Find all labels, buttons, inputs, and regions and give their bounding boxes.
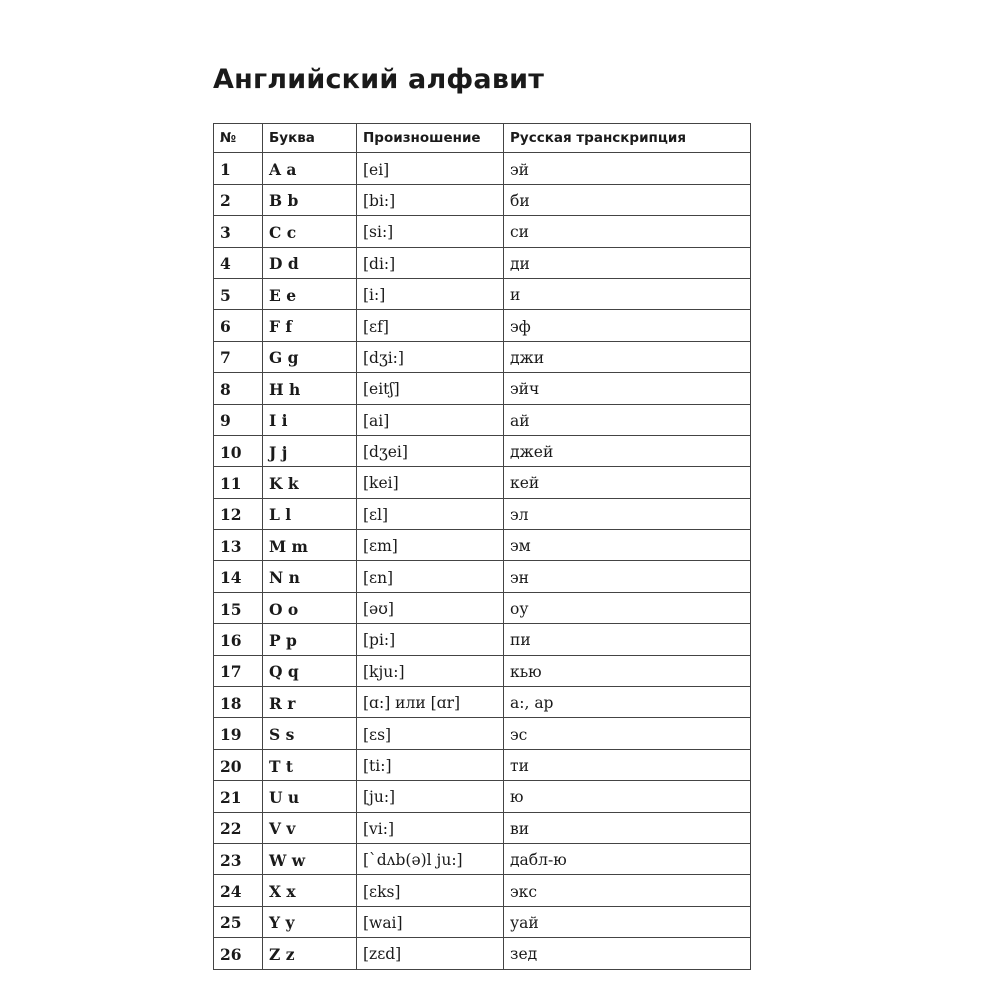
row-russian-transcription: би — [504, 184, 751, 215]
row-pronunciation: [ju:] — [357, 781, 504, 812]
row-russian-transcription: ю — [504, 781, 751, 812]
row-letter: G g — [263, 341, 357, 372]
table-row — [214, 718, 751, 749]
row-pronunciation: [əʊ] — [357, 592, 504, 623]
row-russian-transcription: кью — [504, 655, 751, 686]
table-row — [214, 373, 751, 404]
row-number: 26 — [214, 938, 263, 969]
row-number: 12 — [214, 498, 263, 529]
row-pronunciation: [ei] — [357, 153, 504, 184]
row-russian-transcription: эн — [504, 561, 751, 592]
row-pronunciation: [wai] — [357, 906, 504, 937]
row-letter: B b — [263, 184, 357, 215]
row-russian-transcription: эс — [504, 718, 751, 749]
header-pronunciation: Произношение — [357, 124, 504, 153]
row-number: 19 — [214, 718, 263, 749]
row-letter: V v — [263, 812, 357, 843]
table-row — [214, 655, 751, 686]
row-letter: I i — [263, 404, 357, 435]
table-row — [214, 498, 751, 529]
table-row — [214, 310, 751, 341]
row-number: 10 — [214, 435, 263, 466]
row-number: 14 — [214, 561, 263, 592]
row-pronunciation: [dʒi:] — [357, 341, 504, 372]
row-pronunciation: [zɛd] — [357, 938, 504, 969]
row-number: 20 — [214, 749, 263, 780]
alphabet-table — [213, 123, 751, 970]
row-russian-transcription: эй — [504, 153, 751, 184]
row-pronunciation: [vi:] — [357, 812, 504, 843]
row-letter: Z z — [263, 938, 357, 969]
row-letter: X x — [263, 875, 357, 906]
row-letter: H h — [263, 373, 357, 404]
row-letter: K k — [263, 467, 357, 498]
table-row — [214, 875, 751, 906]
table-row — [214, 404, 751, 435]
table-row — [214, 247, 751, 278]
row-number: 13 — [214, 530, 263, 561]
page-title: Английский алфавит — [213, 64, 545, 95]
table-row — [214, 624, 751, 655]
row-letter: Q q — [263, 655, 357, 686]
row-pronunciation: [`dʌb(ə)l ju:] — [357, 843, 504, 874]
row-number: 6 — [214, 310, 263, 341]
row-russian-transcription: ви — [504, 812, 751, 843]
table-header-row — [214, 124, 751, 153]
row-pronunciation: [kju:] — [357, 655, 504, 686]
row-letter: J j — [263, 435, 357, 466]
row-number: 8 — [214, 373, 263, 404]
header-russian-transcription: Русская транскрипция — [504, 124, 751, 153]
row-pronunciation: [ɛl] — [357, 498, 504, 529]
row-letter: L l — [263, 498, 357, 529]
header-number: № — [214, 124, 263, 153]
row-russian-transcription: и — [504, 278, 751, 309]
row-letter: Y y — [263, 906, 357, 937]
row-russian-transcription: зед — [504, 938, 751, 969]
row-pronunciation: [ɛf] — [357, 310, 504, 341]
row-russian-transcription: пи — [504, 624, 751, 655]
row-russian-transcription: эм — [504, 530, 751, 561]
row-number: 3 — [214, 216, 263, 247]
row-letter: S s — [263, 718, 357, 749]
row-russian-transcription: эф — [504, 310, 751, 341]
row-pronunciation: [ɑ:] или [ɑr] — [357, 687, 504, 718]
row-pronunciation: [ɛks] — [357, 875, 504, 906]
row-pronunciation: [dʒei] — [357, 435, 504, 466]
table-row — [214, 687, 751, 718]
row-letter: N n — [263, 561, 357, 592]
table-row — [214, 781, 751, 812]
row-number: 15 — [214, 592, 263, 623]
table-row — [214, 467, 751, 498]
table-row — [214, 216, 751, 247]
row-number: 7 — [214, 341, 263, 372]
row-letter: F f — [263, 310, 357, 341]
header-letter: Буква — [263, 124, 357, 153]
row-russian-transcription: кей — [504, 467, 751, 498]
table-row — [214, 938, 751, 969]
row-number: 16 — [214, 624, 263, 655]
row-number: 24 — [214, 875, 263, 906]
row-russian-transcription: джей — [504, 435, 751, 466]
row-number: 22 — [214, 812, 263, 843]
table-row — [214, 592, 751, 623]
table-row — [214, 812, 751, 843]
table-row — [214, 530, 751, 561]
row-number: 2 — [214, 184, 263, 215]
row-pronunciation: [kei] — [357, 467, 504, 498]
row-russian-transcription: ди — [504, 247, 751, 278]
row-letter: W w — [263, 843, 357, 874]
row-letter: A a — [263, 153, 357, 184]
row-number: 17 — [214, 655, 263, 686]
row-pronunciation: [eitʃ] — [357, 373, 504, 404]
row-letter: P p — [263, 624, 357, 655]
row-number: 23 — [214, 843, 263, 874]
table-row — [214, 561, 751, 592]
row-letter: O o — [263, 592, 357, 623]
row-number: 21 — [214, 781, 263, 812]
table-row — [214, 341, 751, 372]
row-pronunciation: [ɛs] — [357, 718, 504, 749]
table-row — [214, 278, 751, 309]
row-letter: E e — [263, 278, 357, 309]
row-russian-transcription: ти — [504, 749, 751, 780]
table-row — [214, 749, 751, 780]
table-row — [214, 153, 751, 184]
row-pronunciation: [bi:] — [357, 184, 504, 215]
table-row — [214, 843, 751, 874]
row-number: 18 — [214, 687, 263, 718]
row-letter: M m — [263, 530, 357, 561]
row-number: 4 — [214, 247, 263, 278]
row-letter: T t — [263, 749, 357, 780]
row-pronunciation: [di:] — [357, 247, 504, 278]
table-row — [214, 435, 751, 466]
row-pronunciation: [ai] — [357, 404, 504, 435]
table-row — [214, 184, 751, 215]
row-russian-transcription: си — [504, 216, 751, 247]
row-number: 25 — [214, 906, 263, 937]
row-russian-transcription: эл — [504, 498, 751, 529]
row-number: 1 — [214, 153, 263, 184]
row-pronunciation: [i:] — [357, 278, 504, 309]
row-letter: R r — [263, 687, 357, 718]
row-pronunciation: [ti:] — [357, 749, 504, 780]
row-russian-transcription: дабл-ю — [504, 843, 751, 874]
table-row — [214, 906, 751, 937]
row-russian-transcription: оу — [504, 592, 751, 623]
row-pronunciation: [ɛm] — [357, 530, 504, 561]
row-pronunciation: [pi:] — [357, 624, 504, 655]
row-letter: C c — [263, 216, 357, 247]
row-russian-transcription: а:, ар — [504, 687, 751, 718]
row-pronunciation: [ɛn] — [357, 561, 504, 592]
row-letter: U u — [263, 781, 357, 812]
row-russian-transcription: уай — [504, 906, 751, 937]
row-russian-transcription: эйч — [504, 373, 751, 404]
row-letter: D d — [263, 247, 357, 278]
table-body — [214, 153, 751, 969]
row-number: 11 — [214, 467, 263, 498]
row-number: 5 — [214, 278, 263, 309]
row-number: 9 — [214, 404, 263, 435]
row-russian-transcription: ай — [504, 404, 751, 435]
row-russian-transcription: джи — [504, 341, 751, 372]
row-russian-transcription: экс — [504, 875, 751, 906]
row-pronunciation: [si:] — [357, 216, 504, 247]
